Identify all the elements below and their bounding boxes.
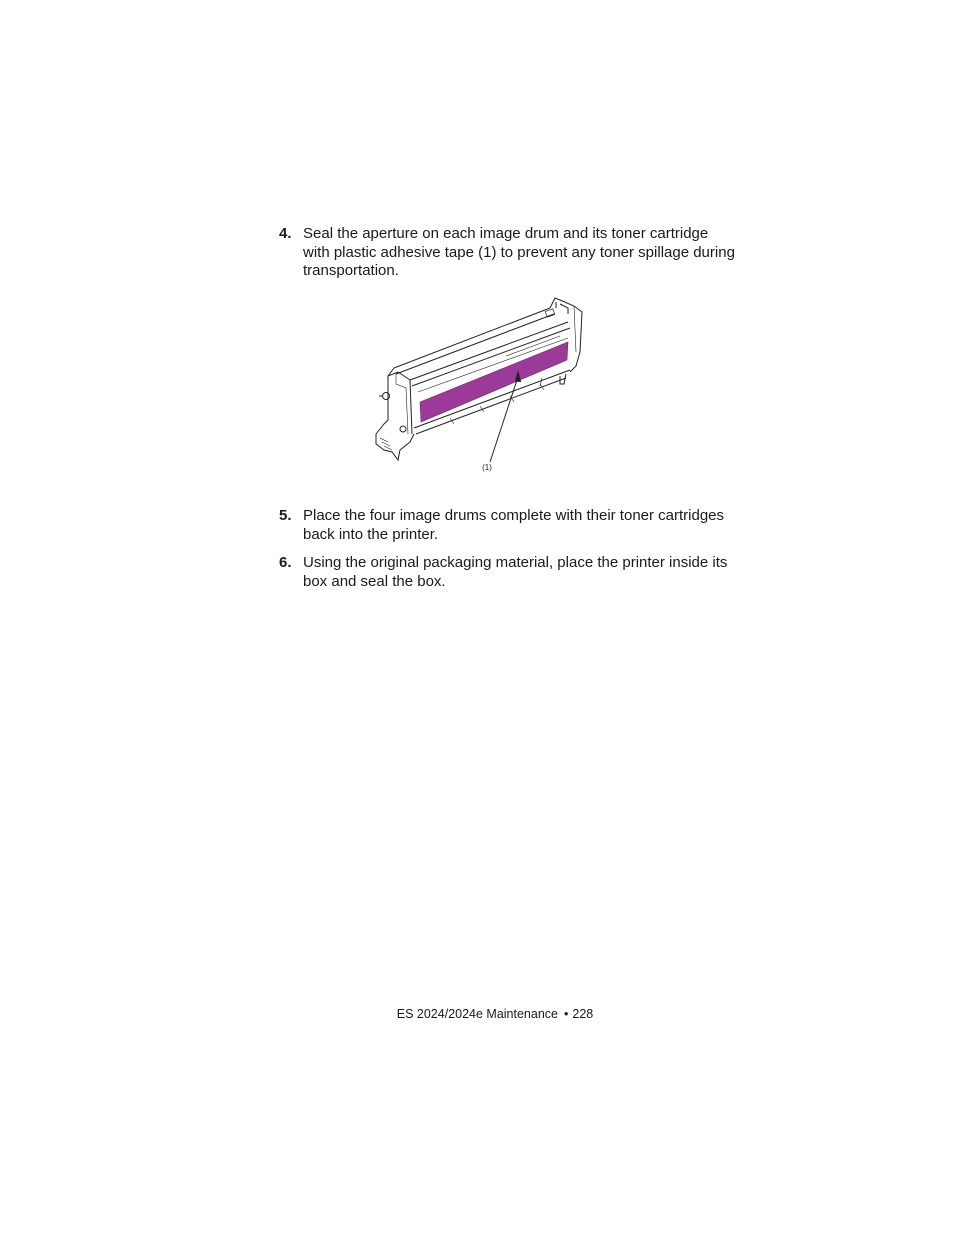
step-text: Using the original packaging material, place the printer inside its box and seal the box.: [303, 554, 728, 590]
footer-bullet: •: [564, 1007, 569, 1021]
step-number: 4.: [279, 225, 292, 242]
footer-title: ES 2024/2024e Maintenance: [396, 1007, 558, 1021]
page-number: 228: [572, 1007, 594, 1021]
image-drum-illustration: [370, 292, 590, 477]
step-5: [279, 507, 739, 544]
page-footer: [0, 1007, 954, 1022]
step-text: Place the four image drums complete with their toner cartridges back into the printer.: [303, 507, 725, 543]
step-number: 5.: [279, 507, 292, 524]
callout-label: (1): [482, 463, 492, 472]
step-6: [279, 554, 739, 591]
adhesive-tape-highlight: [420, 342, 568, 422]
step-4: [279, 225, 739, 281]
step-number: 6.: [279, 554, 292, 571]
step-text: Seal the aperture on each image drum and its toner cartridge with plastic adhesive tape (1) to prevent any toner spillage during transportation.: [303, 225, 735, 280]
